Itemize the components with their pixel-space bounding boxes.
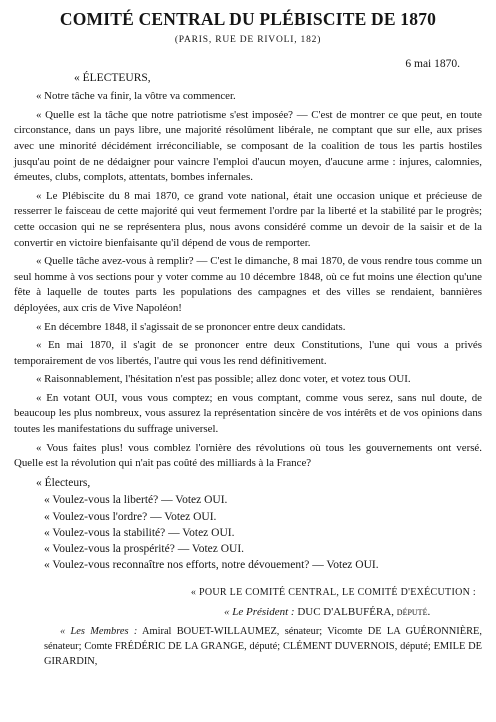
signature-heading: « POUR LE COMITÉ CENTRAL, LE COMITÉ D'EXÉCUTION : [190,587,476,599]
poster-address: (PARIS, RUE DE RIVOLI, 182) [174,35,322,45]
appeal-salutation: « Électeurs, [36,476,91,489]
salutation: « ÉLECTEURS, [74,71,151,84]
paragraph-revolutions: « Vous faites plus! vous comblez l'ornière des révolutions où tous les gouvernements ont versé. Quelle est la révolution qui n'ait pas coûté des milliards à la France? [14,441,482,470]
appeal-liberte: « Voulez-vous la liberté? — Votez OUI. [44,494,228,507]
president-name: DUC D'ALBUFÉRA, député. [297,606,431,619]
poster-date: 6 mai 1870. [405,58,460,70]
appeal-list [44,492,482,573]
paragraph-tache-finir: « Notre tâche va finir, la vôtre va commencer. [36,90,236,103]
members-label: « Les Membres : [60,625,138,637]
poster-title: COMITÉ CENTRAL DU PLÉBISCITE DE 1870 [59,9,437,29]
paragraph-mai-1870: « En mai 1870, il s'agit de se prononcer entre deux Constitutions, l'une qui vous a privés temporairement de vos libertés, l'autre qui vous les rend définitivement. [14,339,482,367]
signature-members [44,624,482,669]
members-list: Amiral BOUET-WILLAUMEZ, sénateur; Vicomte DE LA GUÉRONNIÈRE, sénateur; Comte FRÉDÉRIC DE LA GRANGE, député; CLÉMENT DUVERNOIS, député; EMILE DE GIRARDIN, [44,625,482,667]
signature-president [224,605,482,621]
appeal-prosperite: « Voulez-vous la prospérité? — Votez OUI. [44,543,245,556]
paragraph-tache-remplir: « Quelle tâche avez-vous à remplir? — C'est le dimanche, 8 mai 1870, de vous rendre tous comme un seul homme à vos sections pour y voter comme au 10 décembre 1848, où ce fut moins une élection qu'une fête à laquelle de toutes parts les populations des campagnes et des villes se rendaient, bannières déployées, aux cris de Vive Napoléon! [14,255,482,314]
appeal-ordre: « Voulez-vous l'ordre? — Votez OUI. [44,510,217,523]
paragraph-plebiscite: « Le Plébiscite du 8 mai 1870, ce grand vote national, était une occasion unique et précieuse de resserrer le faisceau de cette majorité qui veut fermement l'ordre par la liberté et la stabilité par le progrès; cette occasion qui ne se représentera plus, nous avons considéré comme un devoir de la saisir et de la convertir en victoire bienfaisante qu'il dépend de vous de remporter. [14,189,482,249]
paragraph-en-votant-oui: « En votant OUI, vous vous comptez; en vous comptant, comme vous serez, sans nul doute, de beaucoup les plus nombreux, vous assurez la représentation sincère de vos intérêts et de vos opinions dans toutes les manifestations du suffrage universel. [14,391,482,436]
paragraph-patriotisme: « Quelle est la tâche que notre patriotisme s'est imposée? — C'est de montrer ce que peut, en toute circonstance, dans un pays libre, une majorité résolûment libérale, ne comptant que sur elle, aux prises avec une minorité décidément irréconciliable, se composant de la coalition de tous les partis hostiles jusqu'au point de ne dédaigner pour vaincre l'emploi d'aucun moyen, d'aucune arme : injures, calomnies, émeutes, clubs, complots, attentats, bombes infernales. [14,108,482,184]
appeal-devouement: « Voulez-vous reconnaître nos efforts, notre dévouement? — Votez OUI. [44,559,379,572]
paragraph-raisonnablement: « Raisonnablement, l'hésitation n'est pas possible; allez donc voter, et votez tous OUI. [36,373,411,386]
president-label: « Le Président : [224,606,295,619]
appeal-stabilite: « Voulez-vous la stabilité? — Votez OUI. [44,526,235,539]
paragraph-decembre-1848: « En décembre 1848, il s'agissait de se prononcer entre deux candidats. [36,320,346,333]
